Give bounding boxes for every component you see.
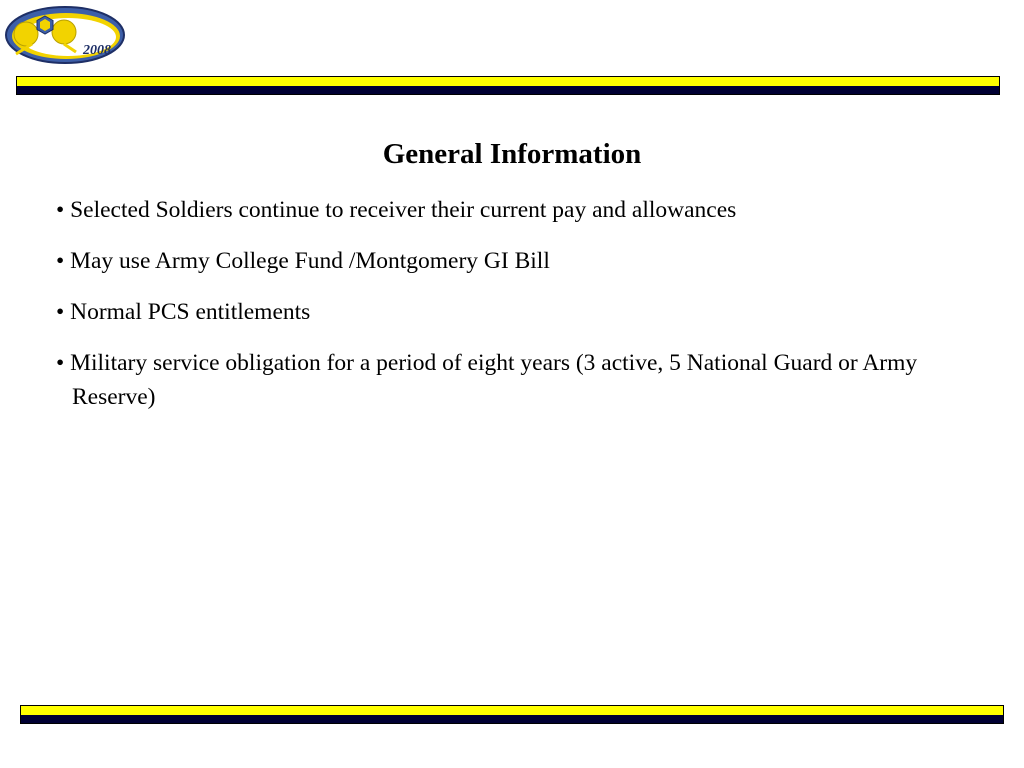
bullet-item: • Normal PCS entitlements — [56, 299, 311, 325]
footer-divider-yellow-stripe — [21, 706, 1003, 715]
bullet-item: • Military service obligation for a period of eight years (3 active, 5 National Guard or Army Reserve) — [56, 350, 918, 410]
logo-left-ball — [14, 22, 38, 46]
bullet-item: • Selected Soldiers continue to receiver their current pay and allowances — [56, 197, 737, 223]
bullet-list — [56, 193, 956, 431]
logo-right-ball — [52, 20, 76, 44]
footer-divider-navy-stripe — [21, 715, 1003, 724]
header-divider-band — [16, 76, 1000, 95]
header-divider-yellow-stripe — [17, 77, 999, 86]
header-divider-navy-stripe — [17, 86, 999, 95]
bullet-item: • May use Army College Fund /Montgomery GI Bill — [56, 248, 550, 274]
logo-icon — [2, 2, 128, 68]
footer-divider-band — [20, 705, 1004, 724]
page-title: General Information — [382, 138, 642, 170]
logo-year-text: 2008 — [83, 43, 111, 58]
